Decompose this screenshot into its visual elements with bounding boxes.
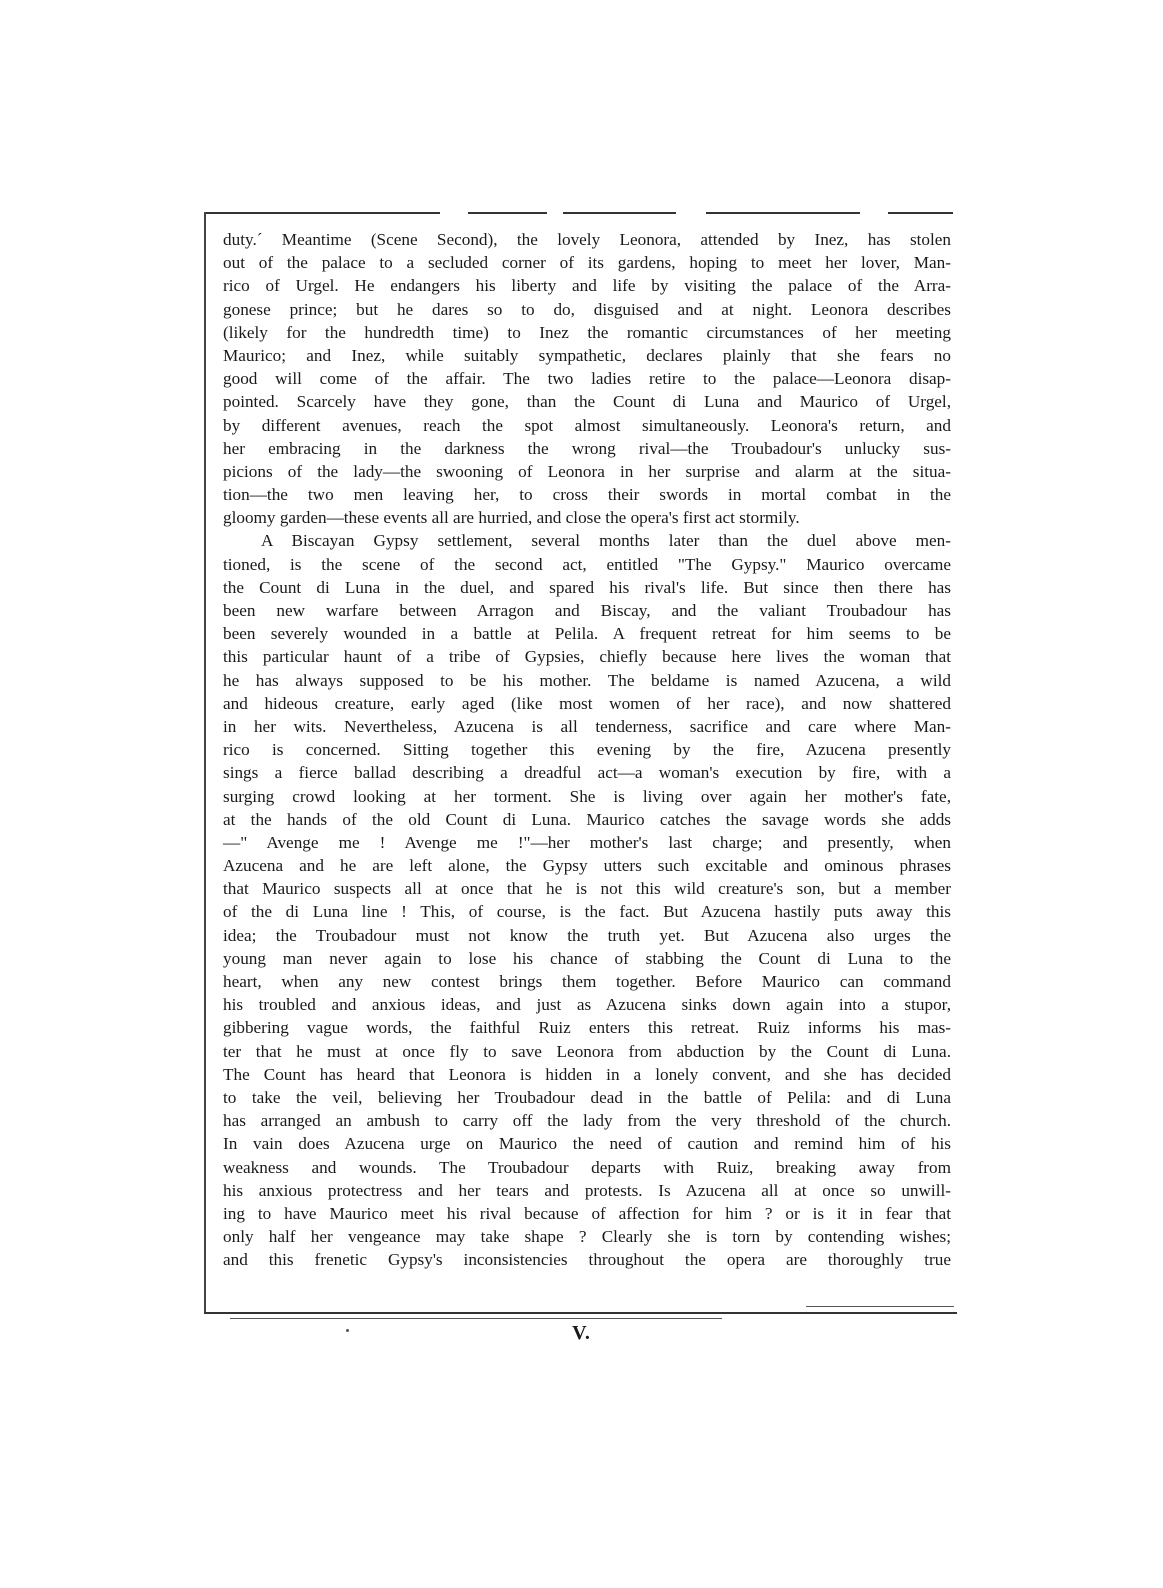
frame-top-gap (547, 208, 563, 216)
text-line: idea; the Troubadour must not know the truth yet. But Azucena also urges the (223, 925, 951, 945)
frame-bottom-rule-thin (230, 1318, 722, 1319)
text-line: this particular haunt of a tribe of Gypsies, chiefly because here lives the woman that (223, 647, 951, 667)
text-line: young man never again to lose his chance of stabbing the Count di Luna to the (223, 948, 951, 968)
text-line: to take the veil, believing her Troubadour dead in the battle of Pelila: and di Luna (223, 1087, 951, 1107)
text-line: his troubled and anxious ideas, and just as Azucena sinks down again into a stupor, (223, 995, 951, 1015)
text-line: heart, when any new contest brings them together. Before Maurico can command (223, 972, 951, 991)
text-line: only half her vengeance may take shape ? Clearly she is torn by contending wishes; (223, 1227, 951, 1247)
text-line: and this frenetic Gypsy's inconsistencies throughout the opera are thoroughly true (223, 1250, 951, 1270)
text-line: —" Avenge me ! Avenge me !"—her mother's last charge; and presently, when (223, 832, 951, 852)
frame-top-rule (205, 212, 953, 214)
text-line: gibbering vague words, the faithful Ruiz enters this retreat. Ruiz informs his mas- (223, 1018, 951, 1038)
frame-top-gap (676, 208, 706, 216)
text-line: the Count di Luna in the duel, and spared his rival's life. But since then there has (223, 577, 951, 597)
text-line: tioned, is the scene of the second act, entitled "The Gypsy." Maurico overcame (223, 554, 951, 574)
text-line: his anxious protectress and her tears and protests. Is Azucena all at once so unwill- (223, 1180, 951, 1200)
body-text (223, 228, 951, 1271)
text-line: and hideous creature, early aged (like most women of her race), and now shattered (223, 693, 951, 713)
text-line: rico of Urgel. He endangers his liberty and life by visiting the palace of the Arra- (223, 276, 951, 296)
text-line: out of the palace to a secluded corner of its gardens, hoping to meet her lover, Man- (223, 253, 951, 273)
text-line: gloomy garden—these events all are hurried, and close the opera's first act stormily. (223, 508, 800, 528)
text-line: In vain does Azucena urge on Maurico the need of caution and remind him of his (223, 1134, 951, 1154)
text-line: ter that he must at once fly to save Leonora from abduction by the Count di Luna. (223, 1041, 951, 1061)
text-line: her embracing in the darkness the wrong rival—the Troubadour's unlucky sus- (223, 438, 951, 458)
text-line: weakness and wounds. The Troubadour departs with Ruiz, breaking away from (223, 1157, 951, 1177)
text-line: Maurico; and Inez, while suitably sympathetic, declares plainly that she fears no (223, 345, 951, 365)
text-line: Azucena and he are left alone, the Gypsy utters such excitable and ominous phrases (223, 856, 951, 876)
text-line: surging crowd looking at her torment. She is living over again her mother's fate, (223, 786, 951, 806)
text-line: duty.´ Meantime (Scene Second), the lovely Leonora, attended by Inez, has stolen (223, 230, 951, 249)
text-line: been new warfare between Arragon and Biscay, and the valiant Troubadour has (223, 601, 951, 620)
text-line: that Maurico suspects all at once that he is not this wild creature's son, but a member (223, 879, 951, 899)
text-line: (likely for the hundredth time) to Inez the romantic circumstances of her meeting (223, 322, 951, 342)
text-line: sings a fierce ballad describing a dreadful act—a woman's execution by fire, with a (223, 763, 951, 783)
frame-left-rule (204, 212, 206, 1314)
frame-bottom-rule-thin-right (806, 1306, 954, 1307)
text-line: The Count has heard that Leonora is hidden in a lonely convent, and she has decided (223, 1064, 951, 1084)
text-line: A Biscayan Gypsy settlement, several months later than the duel above men- (261, 531, 951, 551)
frame-top-gap (440, 208, 468, 216)
text-line: ing to have Maurico meet his rival because of affection for him ? or is it in fear that (223, 1203, 951, 1223)
text-line: tion—the two men leaving her, to cross their swords in mortal combat in the (223, 485, 951, 505)
text-line: of the di Luna line ! This, of course, is the fact. But Azucena hastily puts away this (223, 902, 951, 922)
text-line: gonese prince; but he dares so to do, disguised and at night. Leonora describes (223, 299, 951, 319)
text-line: by different avenues, reach the spot almost simultaneously. Leonora's return, and (223, 415, 951, 435)
page-number: V. (572, 1322, 591, 1344)
text-line: has arranged an ambush to carry off the lady from the very threshold of the church. (223, 1111, 951, 1131)
text-line: at the hands of the old Count di Luna. Maurico catches the savage words she adds (223, 809, 951, 829)
text-line: rico is concerned. Sitting together this evening by the fire, Azucena presently (223, 740, 951, 760)
text-line: pointed. Scarcely have they gone, than the Count di Luna and Maurico of Urgel, (223, 392, 951, 412)
text-line: he has always supposed to be his mother. The beldame is named Azucena, a wild (223, 670, 951, 690)
frame-top-gap (860, 208, 888, 216)
text-line: been severely wounded in a battle at Pelila. A frequent retreat for him seems to be (223, 624, 951, 644)
text-line: in her wits. Nevertheless, Azucena is all tenderness, sacrifice and care where Man- (223, 716, 951, 736)
frame-bottom-rule (204, 1312, 957, 1314)
text-line: good will come of the affair. The two ladies retire to the palace—Leonora disap- (223, 369, 951, 389)
text-line: picions of the lady—the swooning of Leonora in her surprise and alarm at the situa- (223, 461, 951, 481)
